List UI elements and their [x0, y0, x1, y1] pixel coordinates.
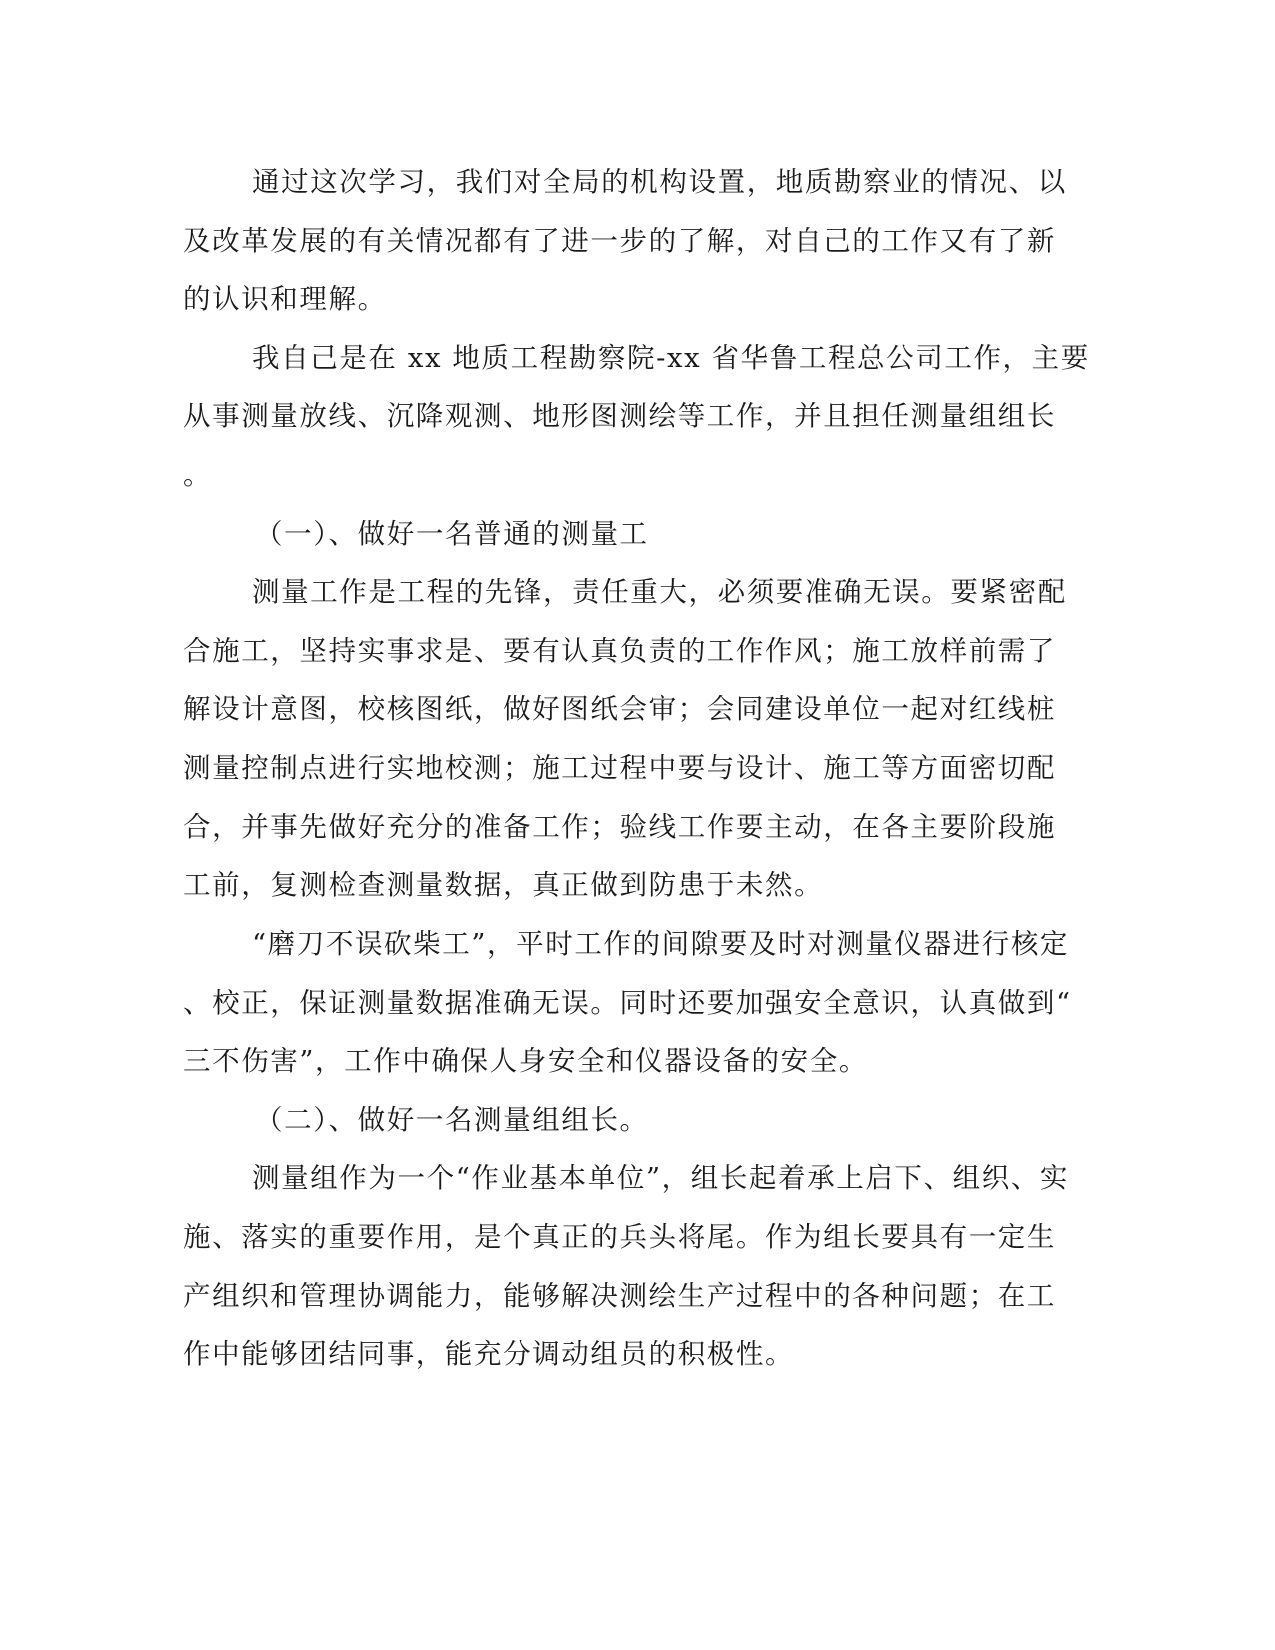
paragraph-line: 合施工，坚持实事求是、要有认真负责的工作作风；施工放样前需了: [183, 635, 1056, 667]
section-heading-1: （一）、做好一名普通的测量工: [255, 518, 649, 550]
paragraph-line: 施、落实的重要作用，是个真正的兵头将尾。作为组长要具有一定生: [183, 1221, 1056, 1253]
paragraph-line: 的认识和理解。: [183, 283, 387, 315]
paragraph-line: 产组织和管理协调能力，能够解决测绘生产过程中的各种问题；在工: [183, 1280, 1056, 1312]
paragraph-line: 测量控制点进行实地校测；施工过程中要与设计、施工等方面密切配: [183, 752, 1056, 784]
paragraph-line: 作中能够团结同事，能充分调动组员的积极性。: [183, 1338, 795, 1370]
paragraph-line: 工前，复测检查测量数据，真正做到防患于未然。: [183, 869, 824, 901]
paragraph-line: 及改革发展的有关情况都有了进一步的了解，对自己的工作又有了新: [183, 225, 1056, 257]
paragraph-line: 从事测量放线、沉降观测、地形图测绘等工作，并且担任测量组组长: [183, 400, 1056, 432]
paragraph-line: 通过这次学习，我们对全局的机构设置，地质勘察业的情况、以: [252, 166, 1067, 198]
paragraph-line: “磨刀不误砍柴工”，平时工作的间隙要及时对测量仪器进行核定: [252, 928, 1070, 960]
paragraph-line: 合，并事先做好充分的准备工作；验线工作要主动，在各主要阶段施: [183, 811, 1056, 843]
paragraph-line: 我自己是在 xx 地质工程勘察院-xx 省华鲁工程总公司工作，主要: [252, 342, 1090, 374]
paragraph-line: 测量组作为一个“作业基本单位”，组长起着承上启下、组织、实: [252, 1162, 1070, 1194]
paragraph-line: 。: [183, 459, 213, 491]
paragraph-line: 三不伤害”，工作中确保人身安全和仪器设备的安全。: [183, 1045, 868, 1077]
paragraph-line: 解设计意图，校核图纸，做好图纸会审；会同建设单位一起对红线桩: [183, 693, 1056, 725]
paragraph-line: 、校正，保证测量数据准确无误。同时还要加强安全意识，认真做到“: [183, 987, 1072, 1019]
paragraph-line: 测量工作是工程的先锋，责任重大，必须要准确无误。要紧密配: [252, 576, 1067, 608]
section-heading-2: （二）、做好一名测量组组长。: [255, 1104, 649, 1136]
